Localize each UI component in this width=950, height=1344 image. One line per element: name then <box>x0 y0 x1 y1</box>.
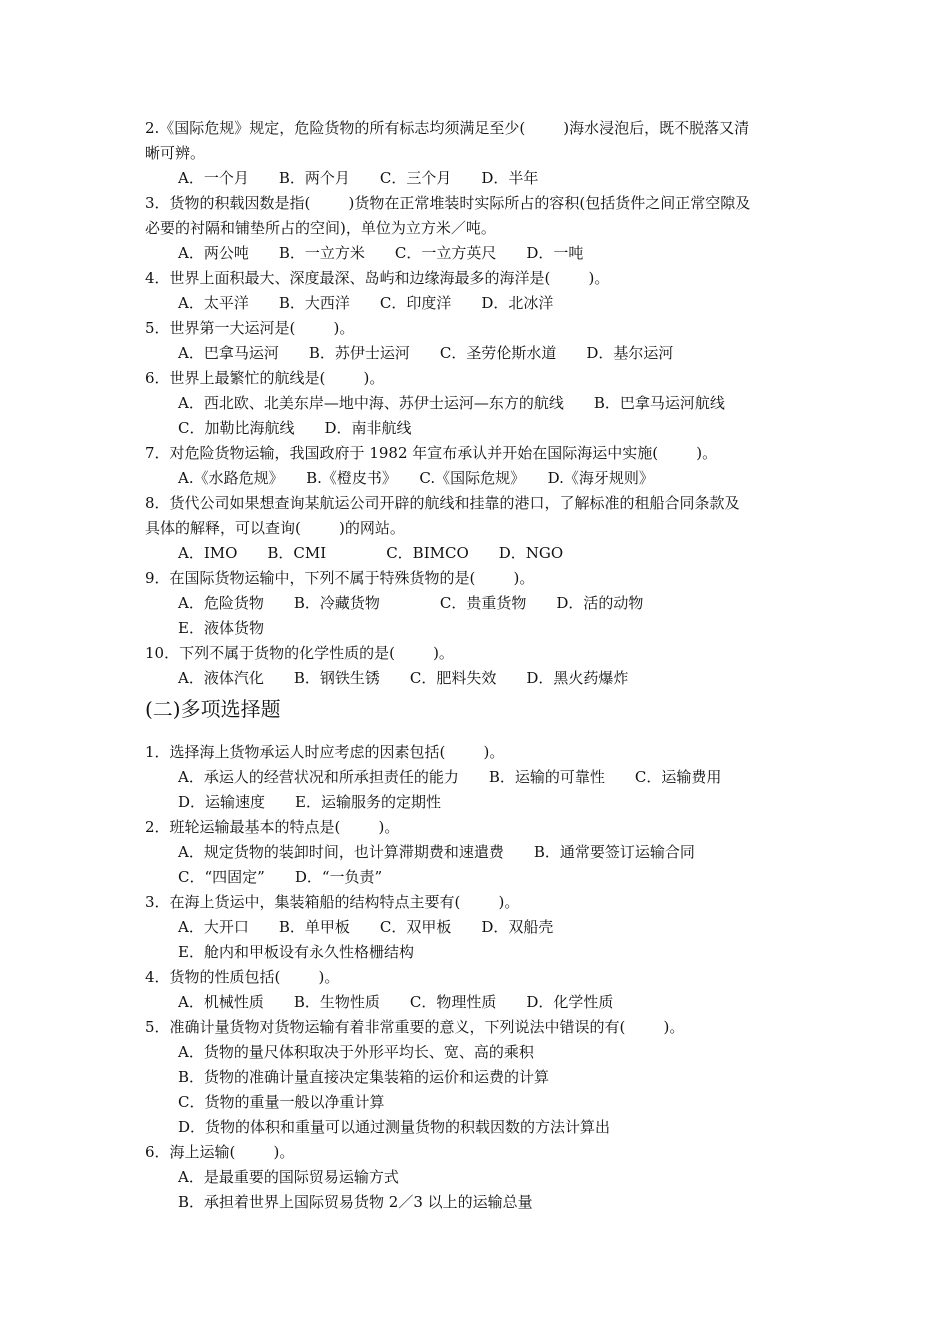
question-text: 6．世界上最繁忙的航线是( )。 <box>145 369 385 387</box>
answer-options: A．一个月 B．两个月 C．三个月 D．半年 <box>178 169 539 187</box>
answer-options: A．是最重要的国际贸易运输方式 <box>178 1168 399 1186</box>
answer-options: A．两公吨 B．一立方米 C．一立方英尺 D．一吨 <box>178 244 584 262</box>
answer-options: D．货物的体积和重量可以通过测量货物的积载因数的方法计算出 <box>178 1118 611 1136</box>
question-text: 3．在海上货运中，集装箱船的结构特点主要有( )。 <box>145 893 520 911</box>
answer-options: A．IMO B．CMI C．BIMCO D．NGO <box>178 544 564 562</box>
question-text: 9．在国际货物运输中，下列不属于特殊货物的是( )。 <box>145 569 535 587</box>
answer-options: B．承担着世界上国际贸易货物 2／3 以上的运输总量 <box>178 1193 533 1211</box>
answer-options: D．运输速度 E．运输服务的定期性 <box>178 793 441 811</box>
question-text-continued: 晰可辨。 <box>145 144 206 162</box>
answer-options: A．西北欧、北美东岸—地中海、苏伊士运河—东方的航线 B．巴拿马运河航线 <box>178 394 725 412</box>
section-heading: (二)多项选择题 <box>145 697 281 721</box>
question-text: 1．选择海上货物承运人时应考虑的因素包括( )。 <box>145 743 505 761</box>
answer-options: C．“四固定” D．“一负责” <box>178 868 383 886</box>
answer-options: A．货物的量尺体积取决于外形平均长、宽、高的乘积 <box>178 1043 534 1061</box>
answer-options: A．危险货物 B．冷藏货物 C．贵重货物 D．活的动物 <box>178 594 644 612</box>
question-text: 4．世界上面积最大、深度最深、岛屿和边缘海最多的海洋是( )。 <box>145 269 610 287</box>
question-text: 8．货代公司如果想查询某航运公司开辟的航线和挂靠的港口，了解标准的租船合同条款及 <box>145 494 740 512</box>
answer-options: C．货物的重量一般以净重计算 <box>178 1093 385 1111</box>
question-text: 2.《国际危规》规定，危险货物的所有标志均须满足至少( )海水浸泡后，既不脱落又清 <box>145 119 750 137</box>
answer-options: E．舱内和甲板设有永久性格栅结构 <box>178 943 414 961</box>
question-text: 2．班轮运输最基本的特点是( )。 <box>145 818 400 836</box>
answer-options: A．承运人的经营状况和所承担责任的能力 B．运输的可靠性 C．运输费用 <box>178 768 722 786</box>
question-text: 5．世界第一大运河是( )。 <box>145 319 355 337</box>
question-text: 6．海上运输( )。 <box>145 1143 295 1161</box>
question-text: 3．货物的积载因数是指( )货物在正常堆装时实际所占的容积(包括货件之间正常空隙及 <box>145 194 751 212</box>
question-text-continued: 必要的衬隔和铺垫所占的空间)，单位为立方米／吨。 <box>145 219 496 237</box>
answer-options: A．大开口 B．单甲板 C．双甲板 D．双船壳 <box>178 918 554 936</box>
answer-options: A．巴拿马运河 B．苏伊士运河 C．圣劳伦斯水道 D．基尔运河 <box>178 344 674 362</box>
question-text-continued: 具体的解释，可以查询( )的网站。 <box>145 519 405 537</box>
question-text: 10．下列不属于货物的化学性质的是( )。 <box>145 644 454 662</box>
answer-options: B．货物的准确计量直接决定集装箱的运价和运费的计算 <box>178 1068 550 1086</box>
answer-options: A．规定货物的装卸时间，也计算滞期费和速遣费 B．通常要签订运输合同 <box>178 843 695 861</box>
answer-options: A.《水路危规》 B.《橙皮书》 C.《国际危规》 D.《海牙规则》 <box>178 469 654 487</box>
answer-options: E．液体货物 <box>178 619 264 637</box>
question-text: 5．准确计量货物对货物运输有着非常重要的意义，下列说法中错误的有( )。 <box>145 1018 685 1036</box>
answer-options: A．液体汽化 B．钢铁生锈 C．肥料失效 D．黑火药爆炸 <box>178 669 629 687</box>
answer-options: A．机械性质 B．生物性质 C．物理性质 D．化学性质 <box>178 993 614 1011</box>
question-text: 7．对危险货物运输，我国政府于 1982 年宣布承认并开始在国际海运中实施( )。 <box>145 444 718 462</box>
answer-options: C．加勒比海航线 D．南非航线 <box>178 419 412 437</box>
answer-options: A．太平洋 B．大西洋 C．印度洋 D．北冰洋 <box>178 294 554 312</box>
question-text: 4．货物的性质包括( )。 <box>145 968 340 986</box>
